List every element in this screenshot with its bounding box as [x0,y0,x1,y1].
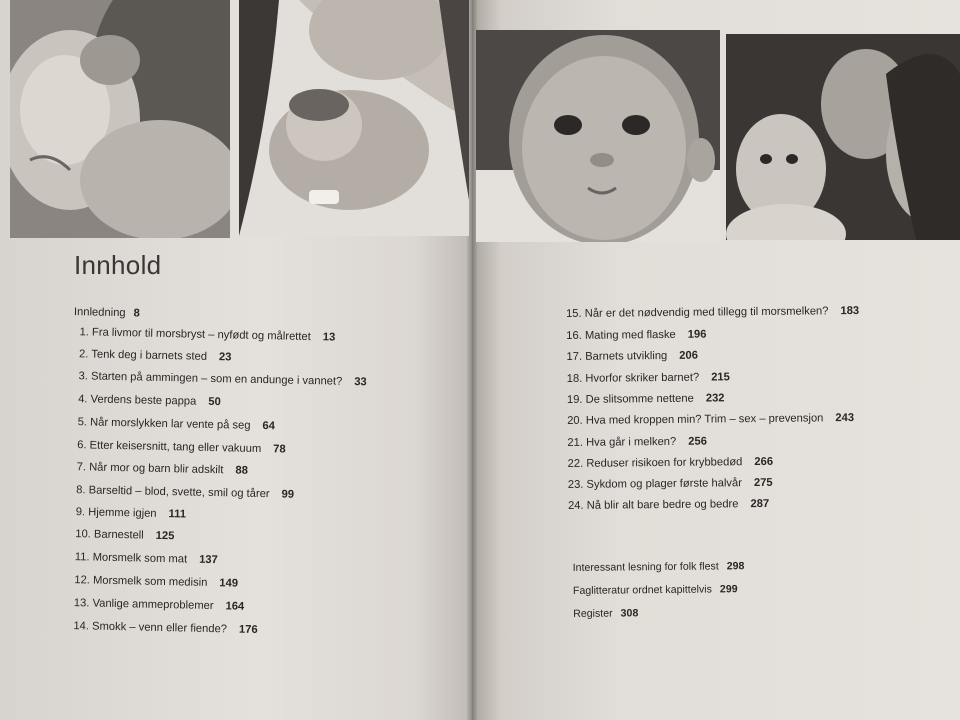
toc-entry-title: Etter keisersnitt, tang eller vakuum [89,439,262,456]
toc-entry-page: 33 [354,375,367,389]
toc-entry-title: Reduser risikoen for krybbedød [586,456,743,470]
toc-entry-9[interactable] [76,506,187,520]
toc-entry-number: 24. [567,499,584,512]
toc-entry-page: 196 [687,328,707,341]
toc-entry-number: 21. [567,436,584,449]
toc-entry-number: 5. [77,416,88,429]
toc-entry-page: 215 [711,371,730,384]
toc-entry-number: 23. [567,478,584,491]
toc-entry-title: Starten på ammingen – som en andunge i vannet? [90,370,343,388]
toc-entry-19[interactable] [567,392,725,406]
toc-entry-title: Smokk – venn eller fiende? [91,620,228,636]
toc-entry-number: 10. [75,528,91,541]
toc-entry-number: 22. [567,457,584,470]
photo-breastfeeding-newborn [10,0,230,238]
toc-appendix-register[interactable] [573,607,638,620]
toc-entry-title: Hva med kroppen min? Trim – sex – prevensjon [585,412,824,427]
toc-entry-page: 243 [835,411,855,425]
toc-entry-page: 125 [155,529,175,543]
toc-entry-10[interactable] [75,528,174,542]
toc-entry-number: 18. [566,372,583,385]
toc-heading: Innhold [74,250,162,280]
toc-entry-page: 78 [273,443,286,456]
toc-entry-title: Tenk deg i barnets sted [91,348,208,363]
toc-entry-title: Verdens beste pappa [90,393,197,408]
toc-entry-title: Barnets utvikling [585,349,668,363]
toc-entry-page: 13 [322,331,336,344]
toc-entry-page: 206 [679,349,698,362]
toc-entry-title: Når mor og barn blir adskilt [89,461,224,477]
toc-entry-page: 183 [840,304,860,318]
toc-entry-title: De slitsomme nettene [585,392,694,406]
toc-entry-title: Morsmelk som medisin [92,574,208,589]
toc-entry-page: 23 [218,351,232,364]
toc-entry-number: 16. [566,329,582,342]
toc-entry-number: 3. [78,370,89,383]
toc-appendix-reading[interactable] [573,560,745,574]
toc-entry-title: Interessant lesning for folk flest [572,560,719,574]
toc-entry-page: 64 [262,420,276,433]
toc-entry-18[interactable] [567,371,730,385]
toc-entry-page: 88 [235,464,249,477]
toc-entry-page: 275 [753,476,773,490]
toc-entry-number: 12. [74,574,91,587]
toc-entry-title: Innledning [73,306,126,320]
toc-entry-17[interactable] [566,350,698,363]
toc-entry-title: Register [573,607,613,620]
toc-entry-page: 149 [219,577,239,590]
toc-entry-22[interactable] [568,456,774,470]
toc-entry-page: 298 [726,560,745,573]
toc-entry-number: 13. [73,597,90,610]
toc-entry-title: Sykdom og plager første halvår [586,477,743,491]
photo-mother-with-newborn [239,0,469,236]
toc-entry-number: 8. [76,484,86,497]
toc-entry-page: 50 [208,395,221,409]
toc-entry-16[interactable] [566,329,706,342]
toc-entry-page: 137 [199,553,218,567]
toc-entry-page: 266 [754,455,774,469]
toc-entry-title: Barnestell [93,528,144,542]
toc-entry-title: Morsmelk som mat [92,551,188,566]
toc-appendix-literature[interactable] [573,583,738,597]
toc-entry-number: 19. [566,393,583,406]
toc-entry-title: Hvorfor skriker barnet? [585,371,700,385]
toc-entry-number: 1. [79,326,90,339]
toc-entry-page: 299 [719,583,738,596]
photo-family-with-baby [726,34,960,240]
toc-entry-page: 176 [238,623,258,636]
toc-entry-number: 4. [78,393,88,406]
toc-entry-title: Vanlige ammeproblemer [92,597,214,613]
toc-entry-title: Barseltid – blod, svette, smil og tårer [88,484,270,501]
toc-entry-number: 9. [75,506,86,519]
toc-entry-number: 20. [567,414,583,427]
toc-entry-title: Nå blir alt bare bedre og bedre [586,498,739,512]
toc-entry-page: 232 [705,392,725,405]
toc-entry-intro[interactable] [74,306,140,319]
toc-entry-21[interactable] [567,436,707,449]
toc-entry-page: 308 [620,607,639,620]
toc-entry-page: 164 [225,600,245,613]
photo-baby-portrait [476,30,720,242]
toc-entry-page: 8 [133,307,140,320]
toc-entry-page: 256 [688,435,707,448]
toc-entry-23[interactable] [568,477,773,491]
toc-entry-number: 2. [78,348,89,361]
toc-entry-number: 17. [566,350,583,363]
toc-entry-24[interactable] [568,498,769,512]
toc-entry-title: Mating med flaske [584,328,676,342]
toc-entry-title: Faglitteratur ordnet kapittelvis [572,583,712,597]
toc-entry-title: Hjemme igjen [88,506,157,520]
toc-entry-number: 7. [76,461,87,474]
toc-entry-title: Når morslykken lar vente på seg [89,416,251,432]
toc-entry-number: 14. [73,620,90,633]
toc-entry-number: 6. [77,439,87,452]
toc-entry-number: 15. [565,307,582,320]
toc-entry-number: 11. [74,551,90,564]
toc-entry-page: 111 [168,508,187,521]
toc-entry-title: Hva går i melken? [586,435,677,449]
toc-entry-title: Når er det nødvendig med tillegg til morsmelken? [584,305,829,320]
toc-entry-page: 99 [281,488,295,501]
toc-entry-page: 287 [750,497,770,511]
toc-entry-title: Fra livmor til morsbryst – nyfødt og målrettet [91,326,311,344]
